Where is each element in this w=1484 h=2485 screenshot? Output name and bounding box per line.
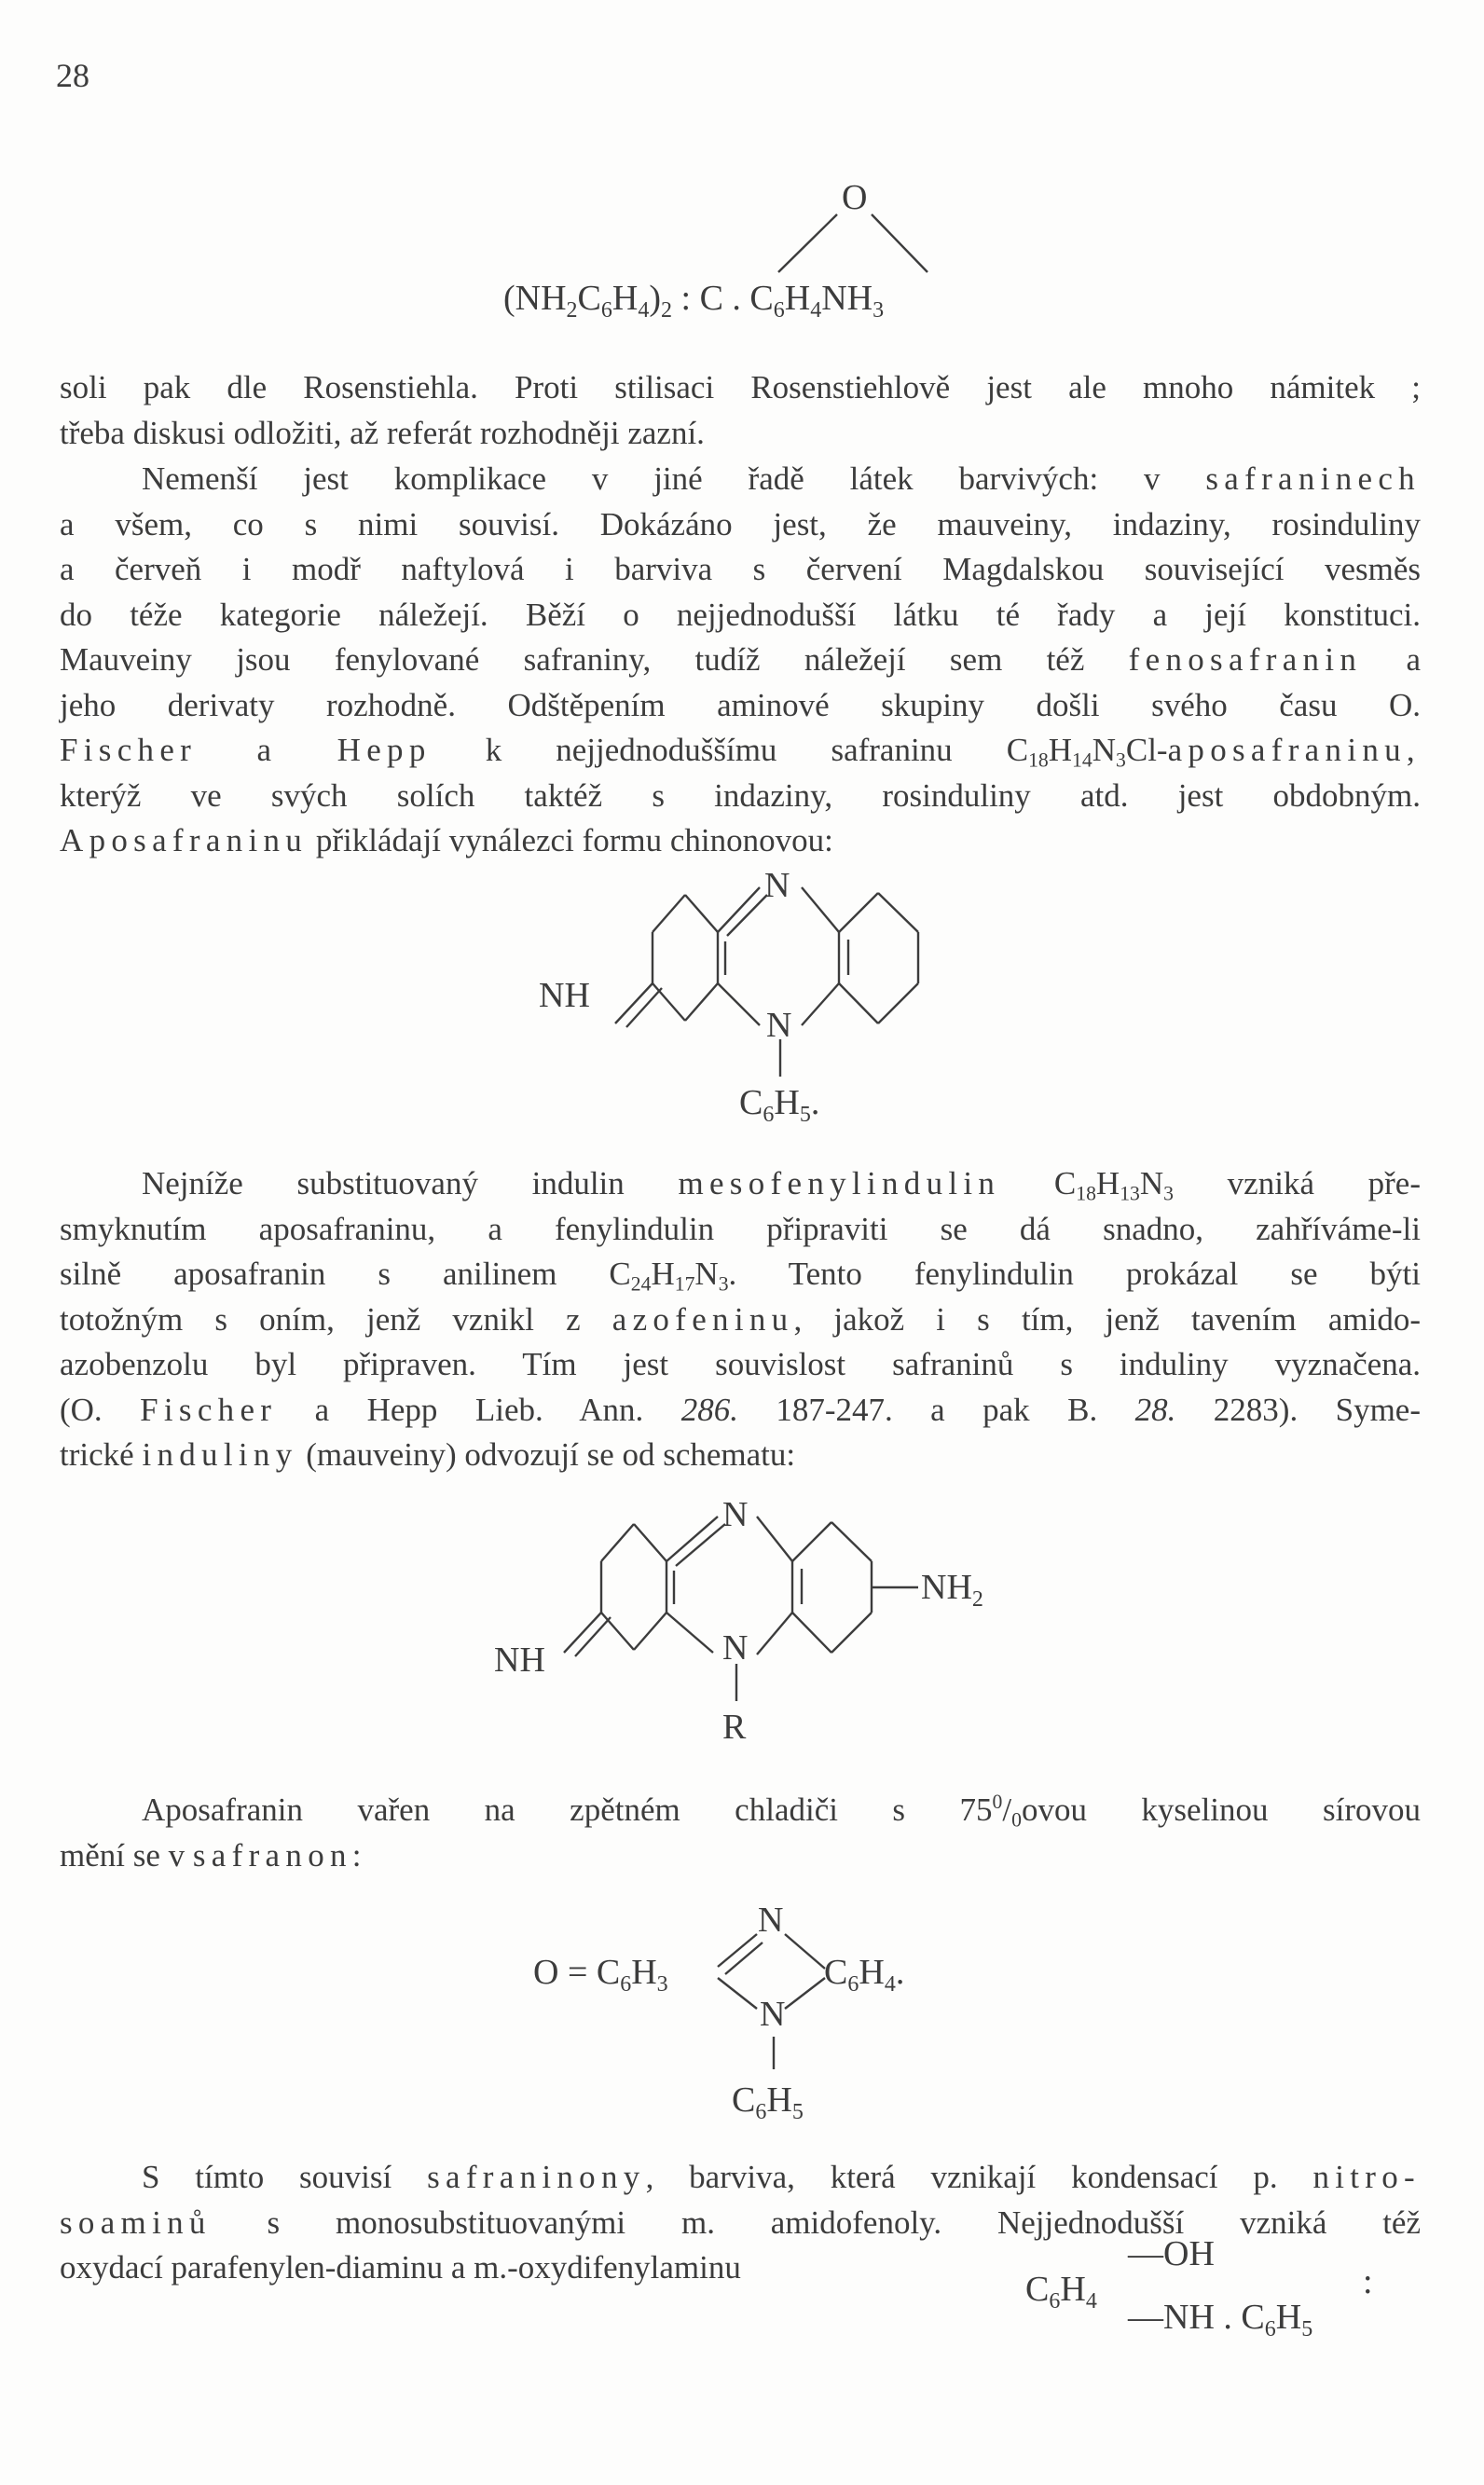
paragraph-safranines: Nemenší jest komplikace v jiné řadě látek barvivých: v safraninech a všem, co s nimi souvisí. Dokázáno jest, že mauveiny, indaziny, rosinduliny a červeň i modř naftylová i barviva s červení Magdalskou související vesměs do téže kategorie náležejí. Běží o nejjednodušší látku té řady a její konstituci. Mauveiny jsou fenylované safraniny, tudíž náležejí sem též fenosafranin a jeho derivaty rozhodně. Odštěpením aminové skupiny došli svého času O. Fischer a Hepp k nejjednoduššímu safraninu $C_{18}H_{14}N_3Cl$-aposafraninu, kterýž ve svých solích taktéž s indaziny, rosinduliny atd. jest obdobným. Aposafraninu přikládají vynálezci formu chinonovou: [60,460,1421,858]
imino-group: NH [539,976,590,1015]
bond [634,1524,666,1561]
formula1-text: $(NH_2C_6H_4)_2$ : C . $C_6H_4NH_3$ [503,279,885,323]
bond [802,887,839,932]
phenyl-group: $C_6H_5$ [732,2080,804,2124]
bond [878,893,918,932]
bond [685,895,718,932]
nitrogen-bottom: N [722,1628,749,1668]
bond [653,895,685,932]
hydroxyl-group: —OH [1128,2234,1215,2273]
paragraph-safranone: Aposafranin vařen na zpětném chladiči s $75^0/_0ovou$ kyselinou sírovou mění se v safranon: [60,1790,1421,1874]
paragraph-safraninones: S tímto souvisí safraninony, barviva, která vznikají kondensací p. nitro- soaminů s monosubstituovanými m. amidofenoly. Nejjednodušší vzniká též oxydací parafenylen-diaminu a m.-oxydifenylaminu [60,2159,1421,2286]
nitrogen-top: N [758,1901,784,1940]
bond [666,1517,718,1561]
colon: : [1363,2262,1373,2301]
bond [831,1613,872,1653]
bond [785,1934,825,1969]
formula-aposafranine [0,858,1484,1127]
phenyl-group: $C_6H_5$. [739,1083,820,1127]
paragraph-rosenstiehl: soli pak dle Rosenstiehla. Proti stilisaci Rosenstiehlově jest ale mnoho námitek ; třeba diskusi odložiti, až referát rozhodněji zazní. [60,369,1421,451]
bond [878,983,918,1023]
formula-safranone [0,1902,1484,2125]
safranone-left: $O = C_6H_3$ [533,1953,668,1997]
bond [601,1613,634,1650]
bond [725,1943,763,1974]
nitrogen-top: N [764,866,790,905]
bond-left [778,214,837,272]
oxygen-atom: O [842,178,868,217]
bond [757,1613,792,1654]
bond [792,1522,831,1561]
bond [666,1613,713,1653]
bond [718,983,760,1025]
bond [718,1978,757,2009]
bond [839,983,878,1023]
page-number: 28 [56,57,89,94]
formula-oxydiphenylamine [0,2228,1484,2349]
bond [792,1613,831,1653]
r-group: R [722,1708,747,1747]
bond [757,1517,792,1561]
bond [718,1934,757,1967]
nitrogen-bottom: N [760,1995,786,2034]
imino-group: NH [494,1641,545,1680]
formula-symmetric-indulines [0,1487,1484,1752]
bond [634,1613,666,1650]
bond [785,1978,825,2009]
bond [831,1522,872,1561]
bond [685,983,718,1021]
formula-diaminophenyl-oxide [0,168,1484,336]
phenylene: $C_6H_4$ [1025,2270,1097,2313]
anilino-group: —NH . $C_6H_5$ [1128,2298,1313,2341]
bond-right [872,214,928,272]
bond [601,1524,634,1561]
bond [653,983,685,1021]
nitrogen-bottom: N [766,1006,792,1045]
paragraph-indulines: Nejníže substituovaný indulin mesofenylindulin $C_{18}H_{13}N_3$ vzniká pře- smyknutím aposafraninu, a fenylindulin připraviti se dá snadno, zahříváme-li silně aposafranin s anilinem $C_{24}H_{17}N_3$. Tento fenylindulin prokázal se býti totožným s oním, jenž vznikl z azofeninu, jakož i s tím, jenž tavením amido- azobenzolu byl připraven. Tím jest souvislost safraninů s induliny vyznačena. (O. Fischer a Hepp Lieb. Ann. 286. 187-247. a pak B. 28. 2283). Syme- trické induliny (mauveiny) odvozují se od schematu: [60,1165,1422,1473]
nitrogen-top: N [722,1495,749,1534]
bond [802,983,839,1025]
bond [839,893,878,932]
safranone-right: $C_6H_4$. [824,1953,905,1997]
amino-group: $NH_2$ [921,1568,983,1612]
